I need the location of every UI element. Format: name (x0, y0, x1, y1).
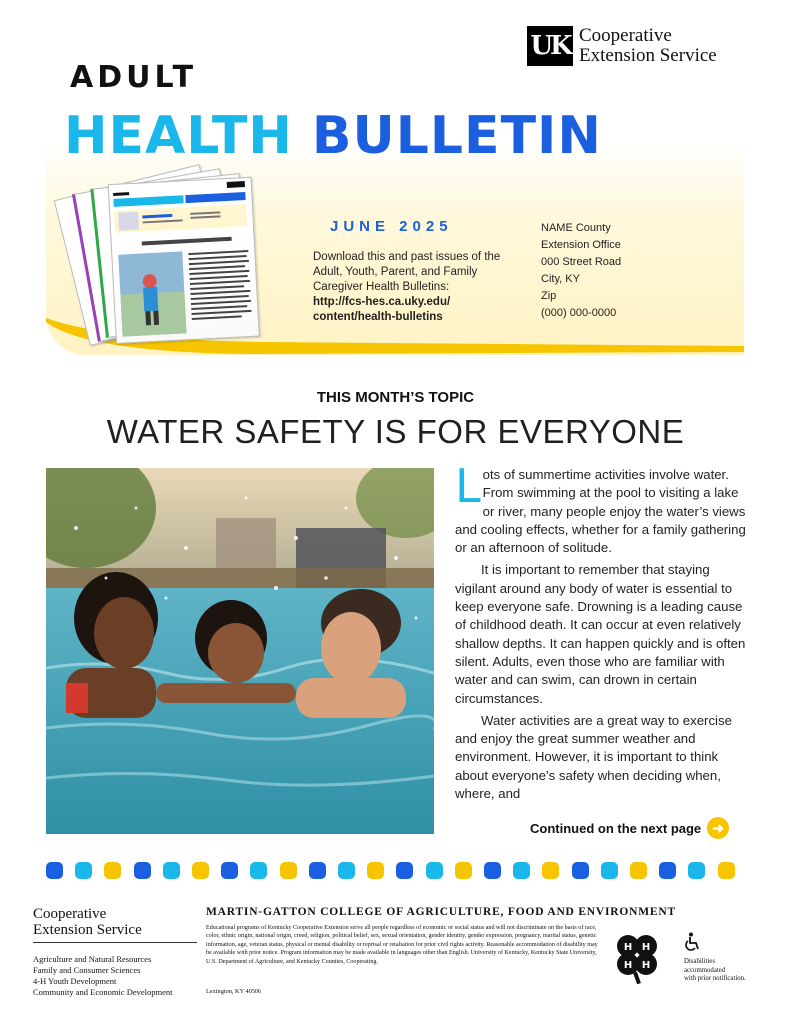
decorative-dot (718, 862, 735, 879)
svg-text:H: H (623, 960, 633, 971)
decorative-dot (513, 862, 530, 879)
article-body (455, 459, 747, 807)
footer-ces-wordmark (33, 906, 142, 938)
footer-divider (33, 942, 197, 943)
footer-college-name: MARTIN-GATTON COLLEGE OF AGRICULTURE, FOOD AND ENVIRONMENT (206, 906, 676, 918)
issue-month: JUNE 2025 (330, 218, 453, 235)
article-paragraph-1 (455, 459, 747, 557)
department: 4-H Youth Development (33, 976, 117, 986)
decorative-dot (659, 862, 676, 879)
department: Family and Consumer Sciences (33, 965, 141, 975)
pool-illustration (46, 468, 434, 834)
arrow-right-icon: ➜ (707, 817, 729, 839)
decorative-dot (484, 862, 501, 879)
uk-logo-mark: UK (527, 26, 573, 66)
decorative-dot (572, 862, 589, 879)
title-bulletin: BULLETIN (311, 106, 602, 166)
decorative-dot (542, 862, 559, 879)
department: Community and Economic Development (33, 987, 173, 997)
logo-line2: Extension Service (579, 45, 717, 66)
svg-text:H: H (641, 960, 651, 971)
drop-cap: L (455, 459, 481, 513)
continued-label: Continued on the next page (530, 820, 702, 836)
topic-kicker: THIS MONTH’S TOPIC (316, 389, 475, 406)
family-pool-photo (46, 468, 434, 834)
four-h-clover-icon (610, 930, 664, 984)
thumbnail-front-sheet (108, 177, 260, 344)
bulletin-title (64, 106, 602, 166)
address-line: Zip (541, 290, 557, 302)
download-text: Download this and past issues of the Adult, Youth, Parent, and Family Caregiver Health Bulletins: (313, 251, 501, 293)
svg-text:H: H (641, 942, 651, 953)
access-line: with prior notification. (684, 975, 746, 983)
article-paragraph-3: Water activities are a great way to exercise and enjoy the great summer weather and environment. However, it is important to think about everyone’s safety when deciding when, where, and (455, 712, 732, 802)
decorative-dot (630, 862, 647, 879)
decorative-dot (104, 862, 121, 879)
article-paragraph-2: It is important to remember that staying vigilant around any body of water is essential to keep everyone safe. Drowning is a leading cause of childhood death. It can occur at even relatively shallow depths. It can happen quickly and is often silent. Adults, even those who are familiar with water and can swim, can drown in certain circumstances. (455, 562, 746, 706)
bulletin-link-line1[interactable]: http://fcs-hes.ca.uky.edu/ (313, 296, 451, 308)
address-line: NAME County (541, 222, 611, 234)
decorative-dot (192, 862, 209, 879)
department: Agriculture and Natural Resources (33, 954, 152, 964)
decorative-dot (338, 862, 355, 879)
decorative-dot (46, 862, 63, 879)
address-phone: (000) 000-0000 (541, 307, 617, 319)
footer-ces-line2: Extension Service (33, 922, 142, 938)
decorative-dot (163, 862, 180, 879)
address-line: City, KY (541, 273, 580, 285)
decorative-dot (455, 862, 472, 879)
decorative-dot (280, 862, 297, 879)
decorative-dot (75, 862, 92, 879)
bulletin-thumbnail-stack (86, 178, 286, 348)
thumbnail-cover-art (109, 178, 261, 345)
title-health: HEALTH (64, 106, 293, 166)
address-line: Extension Office (541, 239, 621, 251)
decorative-dot-row (46, 862, 746, 882)
decorative-dot (426, 862, 443, 879)
decorative-dot (601, 862, 618, 879)
svg-text:H: H (623, 942, 633, 953)
footer-city: Lexington, KY 40506 (206, 988, 262, 995)
bulletin-link-line2[interactable]: content/health-bulletins (313, 311, 443, 323)
decorative-dot (134, 862, 151, 879)
download-info (313, 250, 528, 325)
topic-headline: WATER SAFETY IS FOR EVERYONE (106, 413, 685, 450)
uk-cooperative-extension-logo (527, 26, 717, 66)
logo-line1: Cooperative (579, 25, 672, 46)
decorative-dot (221, 862, 238, 879)
decorative-dot (309, 862, 326, 879)
decorative-dot (396, 862, 413, 879)
address-line: 000 Street Road (541, 256, 622, 268)
decorative-dot (367, 862, 384, 879)
footer-accessibility-note (684, 958, 746, 984)
access-line: accommodated (684, 966, 726, 974)
paragraph-1-text: ots of summertime activities involve water. From swimming at the pool to visiting a lake or river, many people enjoy the water’s views and cooling effects, whether for a family gathering or an afternoon of solitude. (455, 467, 746, 556)
footer-departments (33, 954, 173, 998)
title-adult: ADULT (70, 60, 198, 95)
footer-ces-line1: Cooperative (33, 906, 107, 922)
logo-text (579, 26, 717, 66)
access-line: Disabilities (684, 958, 715, 965)
decorative-dot (688, 862, 705, 879)
decorative-dot (250, 862, 267, 879)
county-office-address (541, 220, 621, 322)
continued-next-page[interactable] (530, 817, 729, 839)
wheelchair-accessibility-icon (684, 932, 702, 952)
footer-nondiscrimination-statement: Educational programs of Kentucky Cooperative Extension serve all people regardless of economic or social status and will not discriminate on the basis of race, color, ethnic origin, national origin, creed, religion, political belief, sex, sexual orientation, gender identity, gender expression, pregnancy, marital status, genetic information, age, veteran status, physical or mental disability or reprisal or retaliation for prior civil rights activity. Reasonable accommodation of disability may be available with prior notice. Program information may be made available in languages other than English. University of Kentucky, Kentucky State University, U.S. Department of Agriculture, and Kentucky Counties, Cooperating. (206, 925, 598, 965)
